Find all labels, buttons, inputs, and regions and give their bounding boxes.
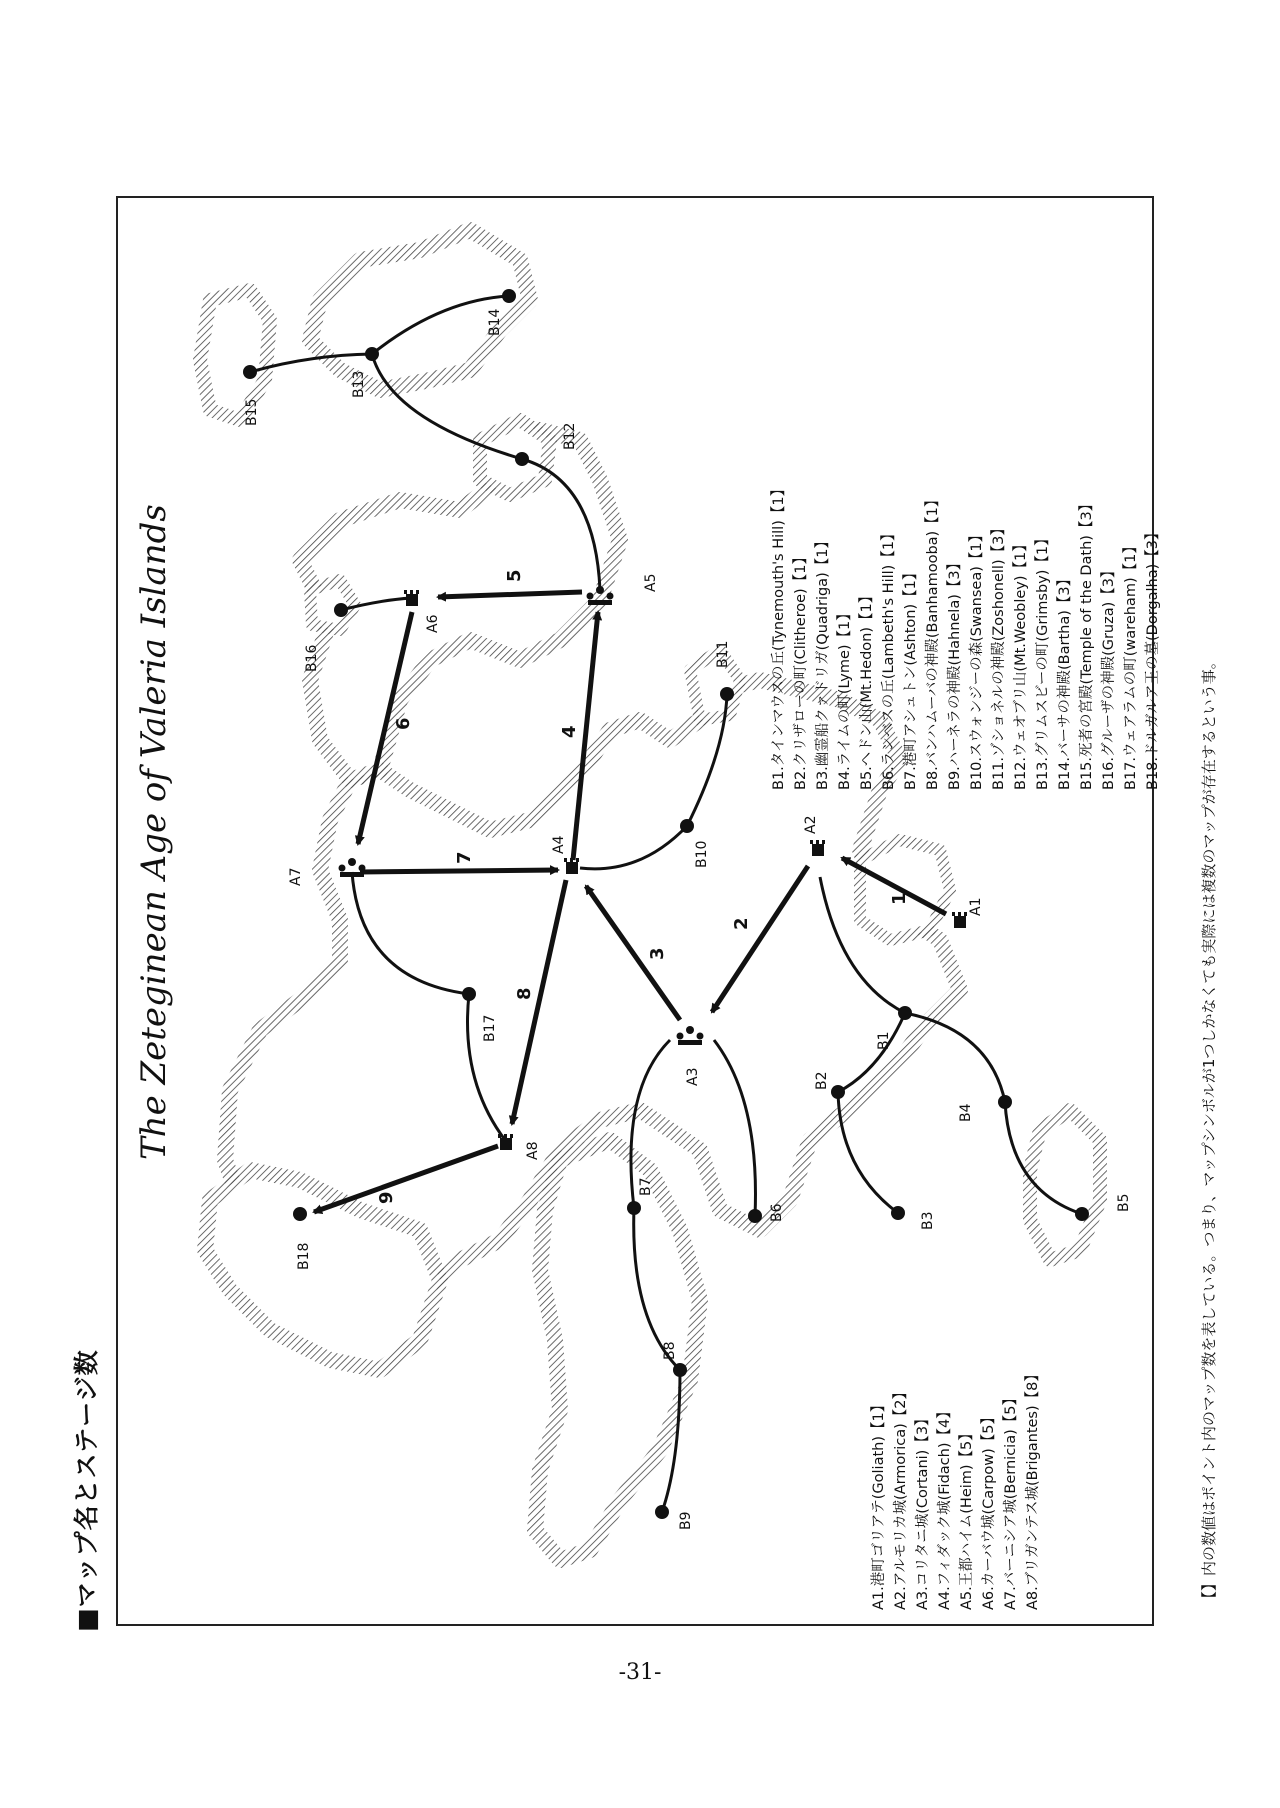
spot-dot-b14 [502, 289, 516, 303]
spot-dot-b18 [293, 1207, 307, 1221]
step-number-7: 7 [454, 851, 475, 864]
step-number-5: 5 [504, 569, 525, 582]
label-a4: A4 [551, 835, 567, 854]
spot-dot-b3 [891, 1206, 905, 1220]
spot-dot-b9 [655, 1505, 669, 1519]
spot-dot-b6 [748, 1209, 762, 1223]
spot-legend [768, 482, 1164, 790]
label-a8: A8 [525, 1141, 541, 1160]
step-number-9: 9 [376, 1191, 397, 1204]
label-b14: B14 [487, 308, 503, 336]
legend-b-item: B4.ライムの町(Lyme)【1】 [837, 606, 853, 790]
map-title: The Zeteginean Age of Valeria Islands [134, 504, 174, 1160]
label-b2: B2 [814, 1071, 830, 1090]
spot-dot-b11 [720, 687, 734, 701]
spot-dot-b10 [680, 819, 694, 833]
legend-a-item: A3.コリタニ城(Cortani)【3】 [915, 1411, 931, 1610]
legend-b-item: B17.ウェアラムの町(wareham)【1】 [1123, 539, 1139, 790]
label-b12: B12 [562, 422, 578, 450]
label-b17: B17 [482, 1014, 498, 1042]
label-b5: B5 [1116, 1193, 1132, 1212]
step-number-4: 4 [559, 725, 580, 738]
step-number-8: 8 [514, 987, 535, 1000]
legend-b-item: B8.バンハムーバの神殿(Banhamooba)【1】 [925, 492, 941, 790]
spot-dot-b13 [365, 347, 379, 361]
legend-a-item: A7.バーニシア城(Bernicia)【5】 [1003, 1391, 1019, 1610]
label-b3: B3 [920, 1211, 936, 1230]
spot-dot-b4 [998, 1095, 1012, 1109]
legend-a-item: A8.ブリガンテス城(Brigantes)【8】 [1025, 1367, 1041, 1610]
route-arrow-7 [360, 870, 558, 872]
label-b7: B7 [638, 1177, 654, 1196]
label-b11: B11 [715, 640, 731, 668]
label-b6: B6 [769, 1203, 785, 1222]
step-number-2: 2 [731, 917, 752, 930]
label-b10: B10 [694, 840, 710, 868]
label-a2: A2 [803, 815, 819, 834]
castle-icon-a8 [498, 1134, 513, 1150]
spot-dot-b2 [831, 1085, 845, 1099]
spot-dot-b8 [673, 1363, 687, 1377]
legend-b-item: B10.スウォンジーの森(Swansea)【1】 [969, 527, 985, 790]
legend-b-item: B12.ウェオブリ山(Mt.Weobley)【1】 [1013, 537, 1029, 790]
step-number-3: 3 [647, 947, 668, 960]
legend-b-item: B6.ランベスの丘(Lambeth's Hill)【1】 [881, 526, 897, 790]
spot-dot-b5 [1075, 1207, 1089, 1221]
castle-icon-a6 [404, 590, 419, 606]
label-a7: A7 [288, 867, 304, 886]
legend-b-item: B2.クリザローの町(Clitheroe)【1】 [793, 550, 809, 790]
legend-a-item: A4.フィダック城(Fidach)【4】 [937, 1404, 953, 1610]
legend-b-item: B16.グルーザの神殿(Gruza)【3】 [1101, 563, 1117, 790]
island-b16 [310, 580, 355, 630]
label-b9: B9 [678, 1511, 694, 1530]
legend-b-item: B9.ハーネラの神殿(Hahnela)【3】 [947, 555, 963, 790]
label-b4: B4 [958, 1103, 974, 1122]
island-b5 [1030, 1110, 1100, 1260]
spot-dot-b1 [898, 1006, 912, 1020]
footnote: 【】内の数値はポイント内のマップ数を表している。つまり、マップシンボルが1つしかなくても実際には複数のマップが存在するという事。 [1200, 654, 1218, 1606]
spot-dot-b17 [462, 987, 476, 1001]
label-a1: A1 [968, 897, 984, 916]
legend-b-item: B3.幽霊船クァドリガ(Quadriga)【1】 [815, 534, 831, 790]
legend-b-item: B18.ドルガルア王の墓(Dorgalha)【3】 [1145, 525, 1161, 790]
label-b18: B18 [296, 1242, 312, 1270]
step-number-1: 1 [889, 892, 910, 905]
spot-dot-b7 [627, 1201, 641, 1215]
section-header: ■マップ名とステージ数 [72, 1349, 101, 1632]
label-a3: A3 [685, 1067, 701, 1086]
legend-a-item: A5.王都ハイム(Heim)【5】 [959, 1426, 975, 1610]
label-b16: B16 [304, 644, 320, 672]
legend-b-item: B11.ゾショネルの神殿(Zoshonell)【3】 [991, 521, 1007, 790]
legend-b-item: B13.グリムスビーの町(Grimsby)【1】 [1035, 531, 1051, 790]
spot-dot-b15 [243, 365, 257, 379]
label-a5: A5 [643, 573, 659, 592]
legend-a-item: A6.カーバウ城(Carpow)【5】 [981, 1410, 997, 1610]
label-b8: B8 [662, 1341, 678, 1360]
castle-icon-a4 [564, 858, 579, 874]
islands [200, 230, 1100, 1560]
legend-b-item: B7.港町アシュトン(Ashton)【1】 [903, 565, 919, 790]
label-b1: B1 [876, 1031, 892, 1050]
legend-b-item: B5.ヘドン山(Mt.Hedon)【1】 [859, 588, 875, 790]
legend-b-item: B14.バーサの神殿(Bartha)【3】 [1057, 571, 1073, 790]
spot-dot-b16 [334, 603, 348, 617]
castle-icon-a2 [810, 840, 825, 856]
spot-dot-b12 [515, 452, 529, 466]
castle-legend [868, 1367, 1044, 1610]
legend-a-item: A2.アルモリカ城(Armorica)【2】 [893, 1384, 909, 1610]
step-number-6: 6 [393, 717, 414, 730]
label-b13: B13 [351, 370, 367, 398]
label-a6: A6 [425, 614, 441, 633]
legend-b-item: B15.死者の宮殿(Temple of the Dath)【3】 [1079, 496, 1095, 790]
legend-b-item: B1.タインマウスの丘(Tynemouth's Hill)【1】 [771, 481, 787, 790]
castle-icon-a1 [952, 912, 967, 928]
label-b15: B15 [244, 398, 260, 426]
legend-a-item: A1.港町ゴリアテ(Goliath)【1】 [871, 1397, 887, 1610]
page-number: -31- [618, 1660, 662, 1685]
